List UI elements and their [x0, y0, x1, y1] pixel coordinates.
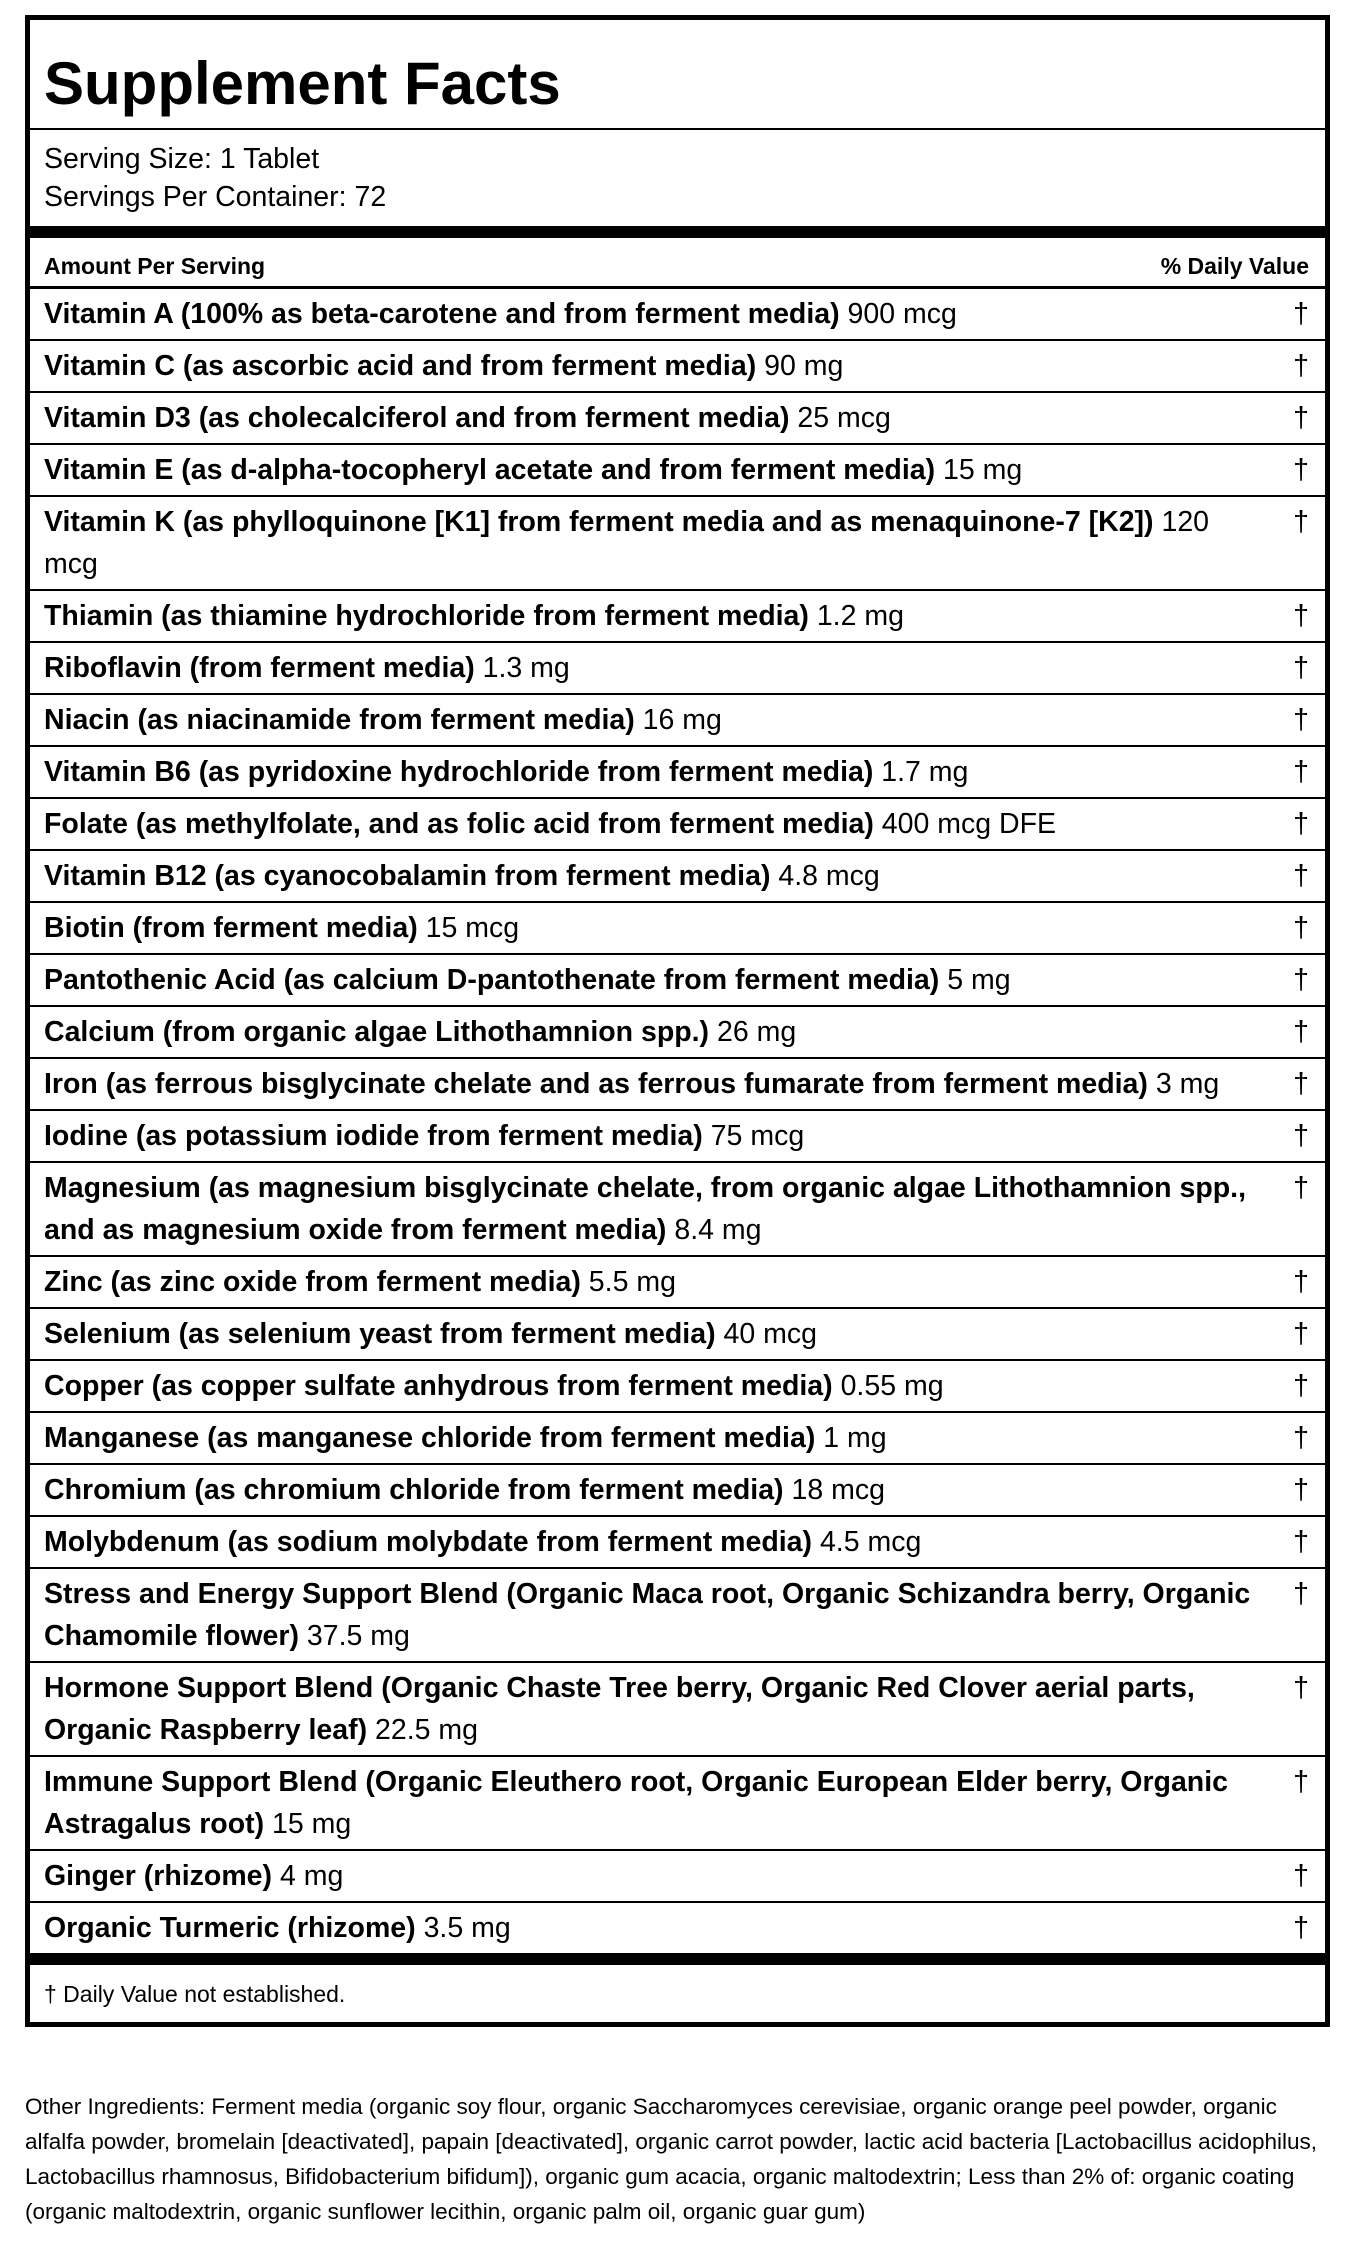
nutrient-name: Vitamin K (as phylloquinone [K1] from ferment media and as menaquinone-7 [K2]) — [44, 506, 1154, 538]
nutrient-name: Thiamin (as thiamine hydrochloride from ferment media) — [44, 600, 809, 632]
nutrient-name: Pantothenic Acid (as calcium D-pantothenate from ferment media) — [44, 964, 940, 996]
nutrient-name: Hormone Support Blend (Organic Chaste Tree berry, Organic Red Clover aerial parts, Organic Raspberry leaf) — [44, 1672, 1195, 1746]
nutrient-amount: 15 mg — [943, 454, 1023, 486]
nutrient-amount: 3.5 mg — [423, 1912, 511, 1944]
footnote: † Daily Value not established. — [44, 1981, 346, 2007]
servings-per-container: Servings Per Container: 72 — [44, 181, 387, 213]
nutrient-amount: 120 mcg — [44, 506, 1210, 580]
nutrient-daily-value: † — [1293, 1016, 1309, 1048]
nutrient-row — [30, 1361, 1325, 1413]
nutrient-name: Vitamin E (as d-alpha-tocopheryl acetate and from ferment media) — [44, 454, 936, 486]
nutrient-row — [30, 799, 1325, 851]
nutrient-amount: 0.55 mg — [840, 1370, 944, 1402]
nutrient-daily-value: † — [1293, 1912, 1309, 1944]
nutrient-text — [44, 1469, 1287, 1511]
nutrient-daily-value: † — [1293, 350, 1309, 382]
nutrient-name: Iodine (as potassium iodide from ferment media) — [44, 1120, 703, 1152]
nutrient-name: Vitamin C (as ascorbic acid and from ferment media) — [44, 350, 757, 382]
nutrient-name: Ginger (rhizome) — [44, 1860, 273, 1892]
nutrient-name: Vitamin B12 (as cyanocobalamin from ferment media) — [44, 860, 771, 892]
nutrient-amount: 1.3 mg — [482, 652, 570, 684]
nutrient-text — [44, 1417, 1287, 1459]
nutrient-row — [30, 1163, 1325, 1257]
nutrient-daily-value: † — [1293, 808, 1309, 840]
nutrient-text — [44, 1855, 1287, 1897]
nutrient-name: Vitamin B6 (as pyridoxine hydrochloride from ferment media) — [44, 756, 874, 788]
nutrient-name: Immune Support Blend (Organic Eleuthero root, Organic European Elder berry, Organic Astragalus root) — [44, 1766, 1228, 1840]
nutrient-name: Molybdenum (as sodium molybdate from ferment media) — [44, 1526, 813, 1558]
nutrient-amount: 40 mcg — [723, 1318, 817, 1350]
nutrient-text — [44, 959, 1287, 1001]
nutrient-name: Manganese (as manganese chloride from ferment media) — [44, 1422, 816, 1454]
nutrient-daily-value: † — [1293, 1068, 1309, 1100]
nutrient-daily-value: † — [1293, 912, 1309, 944]
nutrient-row — [30, 1111, 1325, 1163]
nutrient-text — [44, 345, 1287, 387]
nutrient-row — [30, 747, 1325, 799]
nutrient-amount: 16 mg — [642, 704, 722, 736]
serving-size: Serving Size: 1 Tablet — [44, 143, 320, 175]
nutrient-daily-value: † — [1293, 652, 1309, 684]
nutrient-name: Organic Turmeric (rhizome) — [44, 1912, 416, 1944]
nutrient-text — [44, 1063, 1287, 1105]
nutrient-name: Chromium (as chromium chloride from ferment media) — [44, 1474, 784, 1506]
nutrient-name: Calcium (from organic algae Lithothamnion spp.) — [44, 1016, 710, 1048]
nutrient-text — [44, 1573, 1287, 1657]
nutrient-amount: 90 mg — [764, 350, 844, 382]
nutrient-name: Niacin (as niacinamide from ferment media) — [44, 704, 635, 736]
nutrient-daily-value: † — [1293, 402, 1309, 434]
nutrient-name: Vitamin D3 (as cholecalciferol and from ferment media) — [44, 402, 790, 434]
nutrient-amount: 4.5 mcg — [819, 1526, 922, 1558]
nutrient-amount: 75 mcg — [710, 1120, 805, 1152]
nutrient-row — [30, 445, 1325, 497]
nutrient-row — [30, 1903, 1325, 1953]
nutrient-daily-value: † — [1293, 1318, 1309, 1350]
nutrient-daily-value: † — [1293, 1672, 1309, 1704]
nutrient-amount: 1.7 mg — [881, 756, 969, 788]
nutrient-text — [44, 1313, 1287, 1355]
nutrient-row — [30, 851, 1325, 903]
nutrient-row — [30, 289, 1325, 341]
nutrient-amount: 1.2 mg — [816, 600, 904, 632]
nutrient-name: Folate (as methylfolate, and as folic acid from ferment media) — [44, 808, 874, 840]
nutrient-daily-value: † — [1293, 1172, 1309, 1204]
nutrient-name: Zinc (as zinc oxide from ferment media) — [44, 1266, 581, 1298]
nutrient-amount: 15 mcg — [425, 912, 520, 944]
nutrient-amount: 5 mg — [947, 964, 1011, 996]
nutrient-row — [30, 591, 1325, 643]
nutrient-daily-value: † — [1293, 506, 1309, 538]
nutrient-row — [30, 955, 1325, 1007]
nutrient-text — [44, 1011, 1287, 1053]
nutrient-daily-value: † — [1293, 1370, 1309, 1402]
nutrient-amount: 37.5 mg — [306, 1620, 410, 1652]
nutrient-daily-value: † — [1293, 1422, 1309, 1454]
panel-title: Supplement Facts — [30, 20, 1325, 130]
nutrient-row — [30, 1257, 1325, 1309]
nutrient-daily-value: † — [1293, 1266, 1309, 1298]
nutrient-row — [30, 497, 1325, 591]
nutrient-text — [44, 855, 1287, 897]
nutrient-amount: 400 mcg DFE — [881, 808, 1057, 840]
nutrient-daily-value: † — [1293, 704, 1309, 736]
nutrient-name: Riboflavin (from ferment media) — [44, 652, 475, 684]
nutrient-row — [30, 1663, 1325, 1757]
nutrient-name: Selenium (as selenium yeast from ferment media) — [44, 1318, 716, 1350]
nutrient-rows — [30, 289, 1325, 1953]
nutrient-amount: 18 mcg — [791, 1474, 885, 1506]
nutrient-amount: 1 mg — [823, 1422, 887, 1454]
nutrient-text — [44, 595, 1287, 637]
nutrient-amount: 8.4 mg — [674, 1214, 762, 1246]
nutrient-text — [44, 1365, 1287, 1407]
thick-divider-bottom — [30, 1953, 1325, 1965]
nutrient-amount: 4.8 mcg — [778, 860, 880, 892]
supplement-facts-panel — [25, 15, 1330, 2027]
nutrient-amount: 3 mg — [1155, 1068, 1220, 1100]
nutrient-text — [44, 1667, 1287, 1751]
nutrient-daily-value: † — [1293, 756, 1309, 788]
nutrient-row — [30, 1757, 1325, 1851]
nutrient-amount: 25 mcg — [797, 402, 891, 434]
nutrient-row — [30, 1465, 1325, 1517]
nutrient-daily-value: † — [1293, 454, 1309, 486]
nutrient-daily-value: † — [1293, 600, 1309, 632]
nutrient-row — [30, 903, 1325, 955]
nutrient-text — [44, 1907, 1287, 1949]
nutrient-text — [44, 751, 1287, 793]
nutrient-daily-value: † — [1293, 964, 1309, 996]
thick-divider — [30, 226, 1325, 238]
nutrient-amount: 4 mg — [279, 1860, 344, 1892]
nutrient-name: Magnesium (as magnesium bisglycinate chelate, from organic algae Lithothamnion spp., and as magnesium oxide from ferment media) — [44, 1172, 1246, 1246]
nutrient-name: Iron (as ferrous bisglycinate chelate and as ferrous fumarate from ferment media) — [44, 1068, 1148, 1100]
nutrient-row — [30, 341, 1325, 393]
nutrient-text — [44, 803, 1287, 845]
nutrient-text — [44, 1521, 1287, 1563]
nutrient-row — [30, 1851, 1325, 1903]
nutrient-name: Vitamin A (100% as beta-carotene and from ferment media) — [44, 298, 840, 330]
nutrient-text — [44, 907, 1287, 949]
nutrient-row — [30, 1569, 1325, 1663]
nutrient-row — [30, 1007, 1325, 1059]
column-header — [30, 238, 1325, 289]
nutrient-daily-value: † — [1293, 1120, 1309, 1152]
amount-per-serving-label: Amount Per Serving — [44, 253, 266, 279]
nutrient-daily-value: † — [1293, 1860, 1309, 1892]
daily-value-label: % Daily Value — [1160, 253, 1309, 279]
nutrient-daily-value: † — [1293, 1578, 1309, 1610]
nutrient-row — [30, 643, 1325, 695]
nutrient-text — [44, 293, 1287, 335]
nutrient-row — [30, 393, 1325, 445]
nutrient-daily-value: † — [1293, 1766, 1309, 1798]
nutrient-text — [44, 1167, 1287, 1251]
nutrient-row — [30, 1309, 1325, 1361]
nutrient-amount: 22.5 mg — [375, 1714, 479, 1746]
nutrient-row — [30, 1059, 1325, 1111]
nutrient-daily-value: † — [1293, 1526, 1309, 1558]
other-ingredients: Other Ingredients: Ferment media (organic soy flour, organic Saccharomyces cerevisiae, organic orange peel powder, organic alfalfa powder, bromelain [deactivated], papain [deactivated], organic carrot powder, lactic acid bacteria [Lactobacillus acidophilus, Lactobacillus rhamnosus, Bifidobacterium bifidum]), organic gum acacia, organic maltodextrin; Less than 2% of: organic coating (organic maltodextrin, organic sunflower lecithin, organic palm oil, organic guar gum) — [25, 2094, 1318, 2224]
nutrient-amount: 15 mg — [272, 1808, 352, 1840]
nutrient-row — [30, 695, 1325, 747]
nutrient-row — [30, 1517, 1325, 1569]
nutrient-daily-value: † — [1293, 298, 1309, 330]
nutrient-amount: 26 mg — [716, 1016, 797, 1048]
nutrient-name: Stress and Energy Support Blend (Organic Maca root, Organic Schizandra berry, Organic Chamomile flower) — [44, 1578, 1251, 1652]
nutrient-text — [44, 501, 1287, 585]
nutrient-daily-value: † — [1293, 1474, 1309, 1506]
nutrient-text — [44, 449, 1287, 491]
nutrient-amount: 5.5 mg — [588, 1266, 676, 1298]
serving-info — [30, 130, 1325, 226]
nutrient-text — [44, 397, 1287, 439]
nutrient-text — [44, 1115, 1287, 1157]
nutrient-text — [44, 699, 1287, 741]
nutrient-row — [30, 1413, 1325, 1465]
nutrient-name: Biotin (from ferment media) — [44, 912, 418, 944]
nutrient-name: Copper (as copper sulfate anhydrous from ferment media) — [44, 1370, 833, 1402]
nutrient-text — [44, 1261, 1287, 1303]
nutrient-text — [44, 647, 1287, 689]
nutrient-amount: 900 mcg — [847, 298, 957, 330]
nutrient-text — [44, 1761, 1287, 1845]
nutrient-daily-value: † — [1293, 860, 1309, 892]
